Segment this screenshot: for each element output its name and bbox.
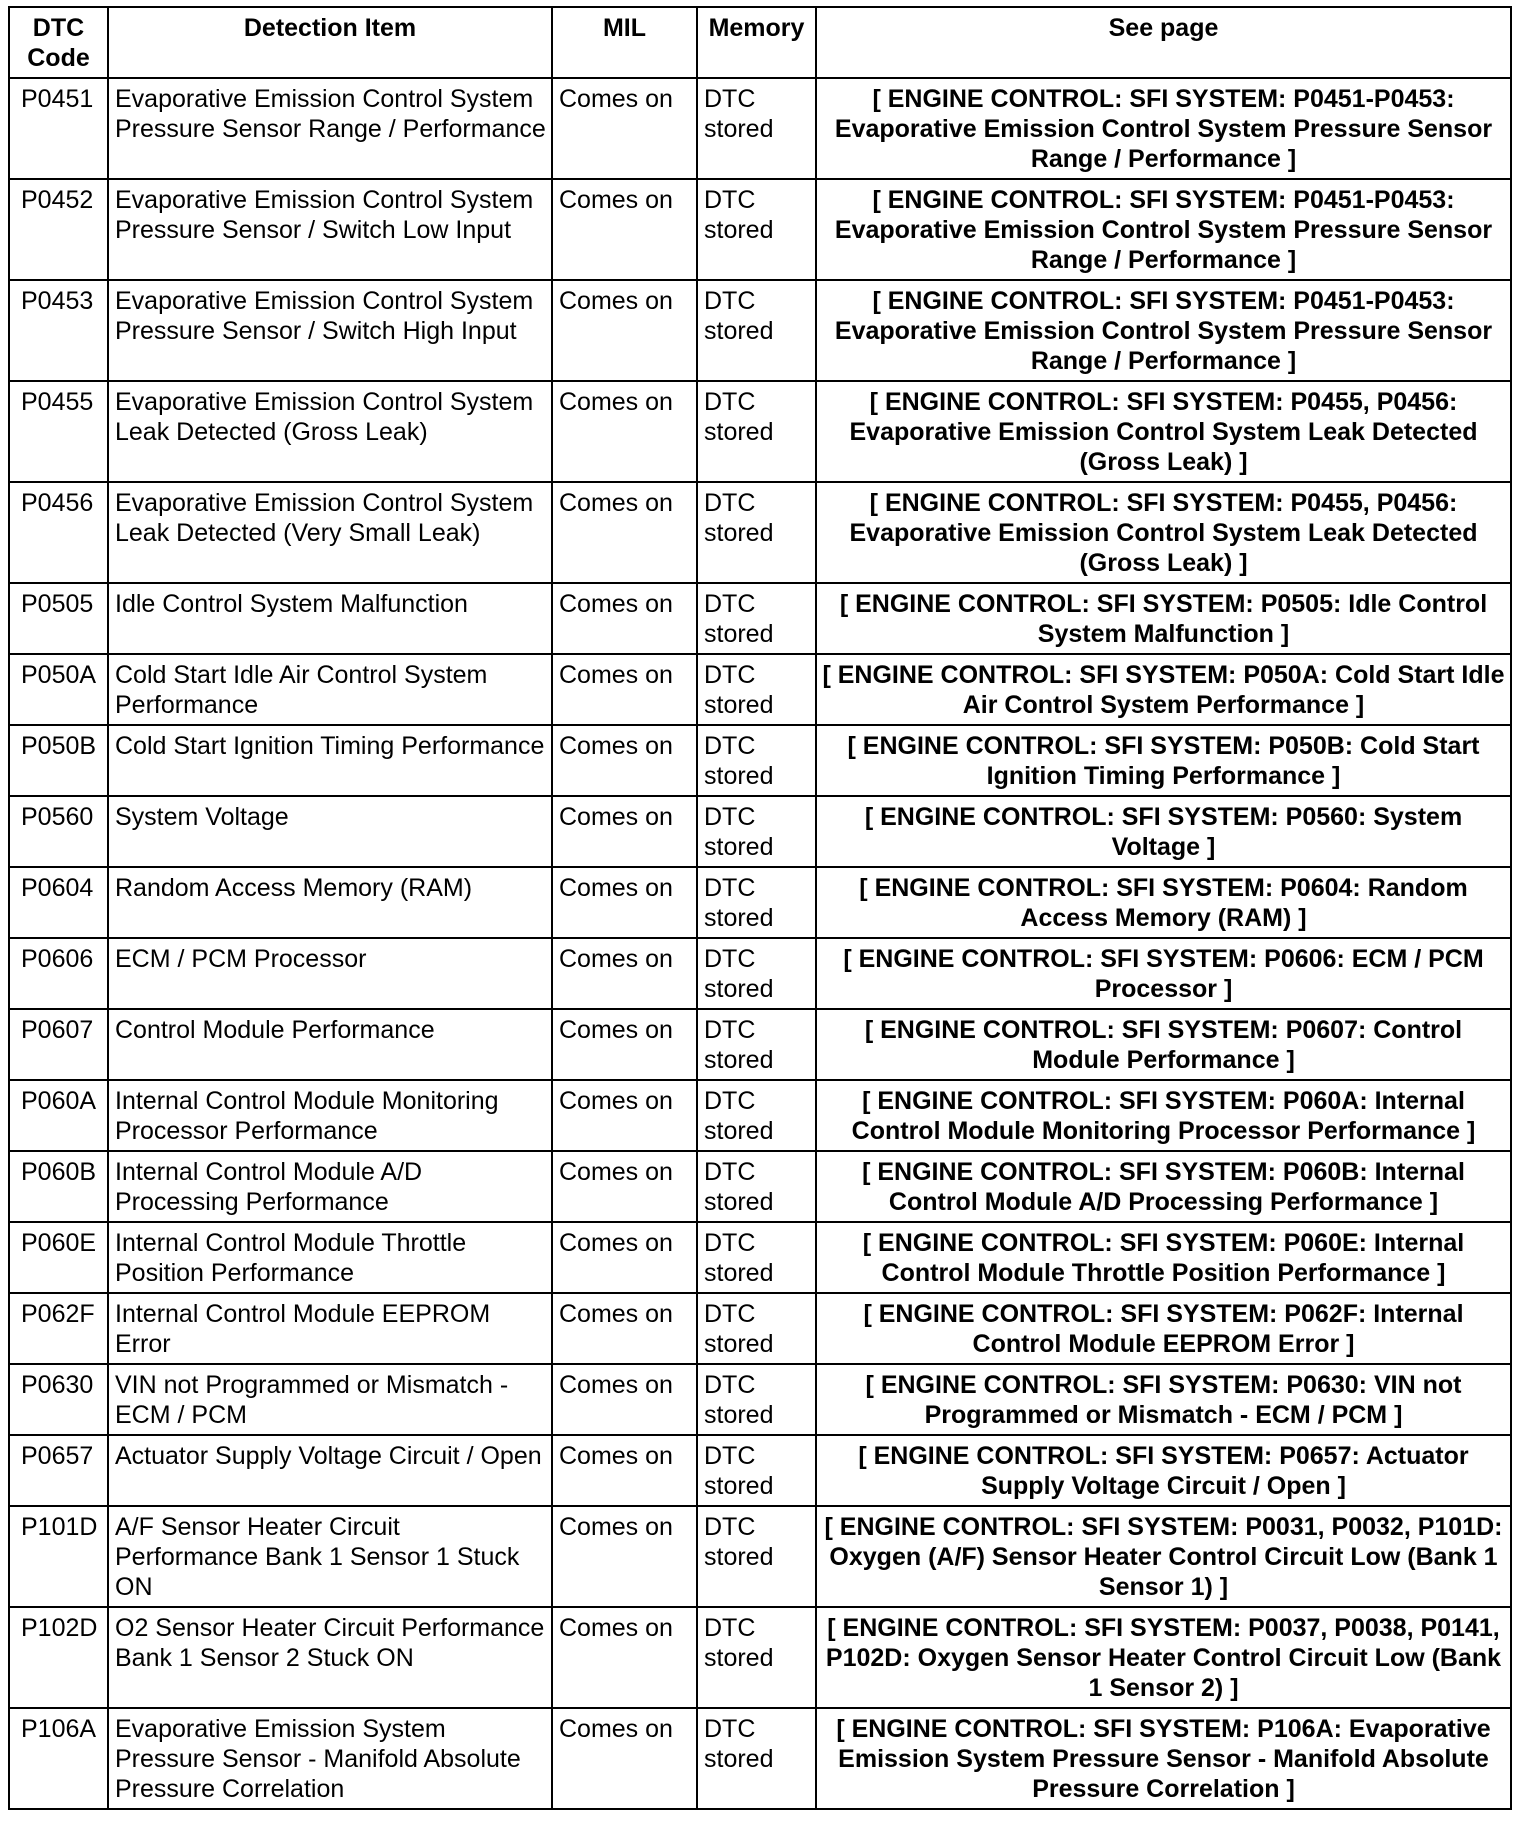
table-row: [9, 1293, 1511, 1364]
detection-item-cell: Actuator Supply Voltage Circuit / Open: [108, 1435, 552, 1506]
mil-cell: Comes on: [552, 179, 697, 280]
table-row: [9, 1607, 1511, 1708]
detection-item-cell: Evaporative Emission Control System Pressure Sensor / Switch High Input: [108, 280, 552, 381]
see-page-link[interactable]: [ ENGINE CONTROL: SFI SYSTEM: P106A: Evaporative Emission System Pressure Sensor - Manifold Absolute Pressure Correlation ]: [816, 1708, 1511, 1809]
table-row: [9, 654, 1511, 725]
mil-cell: Comes on: [552, 78, 697, 179]
see-page-link[interactable]: [ ENGINE CONTROL: SFI SYSTEM: P0604: Random Access Memory (RAM) ]: [816, 867, 1511, 938]
mil-cell: Comes on: [552, 583, 697, 654]
see-page-link[interactable]: [ ENGINE CONTROL: SFI SYSTEM: P060A: Internal Control Module Monitoring Processor Performance ]: [816, 1080, 1511, 1151]
dtc-code-cell: P0606: [9, 938, 108, 1009]
dtc-code-cell: P0630: [9, 1364, 108, 1435]
header-detection-item: Detection Item: [108, 7, 552, 78]
mil-cell: Comes on: [552, 1708, 697, 1809]
see-page-link[interactable]: [ ENGINE CONTROL: SFI SYSTEM: P0630: VIN not Programmed or Mismatch - ECM / PCM ]: [816, 1364, 1511, 1435]
memory-cell: DTC stored: [697, 1708, 816, 1809]
memory-cell: DTC stored: [697, 583, 816, 654]
detection-item-cell: O2 Sensor Heater Circuit Performance Bank 1 Sensor 2 Stuck ON: [108, 1607, 552, 1708]
mil-cell: Comes on: [552, 938, 697, 1009]
memory-cell: DTC stored: [697, 381, 816, 482]
mil-cell: Comes on: [552, 1293, 697, 1364]
detection-item-cell: Evaporative Emission System Pressure Sensor - Manifold Absolute Pressure Correlation: [108, 1708, 552, 1809]
memory-cell: DTC stored: [697, 1009, 816, 1080]
detection-item-cell: Internal Control Module EEPROM Error: [108, 1293, 552, 1364]
dtc-code-cell: P0456: [9, 482, 108, 583]
mil-cell: Comes on: [552, 654, 697, 725]
memory-cell: DTC stored: [697, 1506, 816, 1607]
memory-cell: DTC stored: [697, 1222, 816, 1293]
memory-cell: DTC stored: [697, 796, 816, 867]
mil-cell: Comes on: [552, 1151, 697, 1222]
see-page-link[interactable]: [ ENGINE CONTROL: SFI SYSTEM: P0451-P0453: Evaporative Emission Control System Pressure Sensor Range / Performance ]: [816, 78, 1511, 179]
detection-item-cell: Evaporative Emission Control System Leak Detected (Very Small Leak): [108, 482, 552, 583]
detection-item-cell: Random Access Memory (RAM): [108, 867, 552, 938]
table-row: [9, 725, 1511, 796]
header-memory: Memory: [697, 7, 816, 78]
table-row: [9, 1080, 1511, 1151]
mil-cell: Comes on: [552, 1080, 697, 1151]
see-page-link[interactable]: [ ENGINE CONTROL: SFI SYSTEM: P0560: System Voltage ]: [816, 796, 1511, 867]
mil-cell: Comes on: [552, 1364, 697, 1435]
memory-cell: DTC stored: [697, 654, 816, 725]
header-mil: MIL: [552, 7, 697, 78]
detection-item-cell: Cold Start Ignition Timing Performance: [108, 725, 552, 796]
see-page-link[interactable]: [ ENGINE CONTROL: SFI SYSTEM: P060E: Internal Control Module Throttle Position Performance ]: [816, 1222, 1511, 1293]
detection-item-cell: Evaporative Emission Control System Leak Detected (Gross Leak): [108, 381, 552, 482]
dtc-code-cell: P050B: [9, 725, 108, 796]
dtc-code-cell: P0657: [9, 1435, 108, 1506]
see-page-link[interactable]: [ ENGINE CONTROL: SFI SYSTEM: P0657: Actuator Supply Voltage Circuit / Open ]: [816, 1435, 1511, 1506]
detection-item-cell: Idle Control System Malfunction: [108, 583, 552, 654]
detection-item-cell: System Voltage: [108, 796, 552, 867]
table-row: [9, 78, 1511, 179]
detection-item-cell: Cold Start Idle Air Control System Performance: [108, 654, 552, 725]
see-page-link[interactable]: [ ENGINE CONTROL: SFI SYSTEM: P0031, P0032, P101D: Oxygen (A/F) Sensor Heater Control Circuit Low (Bank 1 Sensor 1) ]: [816, 1506, 1511, 1607]
mil-cell: Comes on: [552, 1506, 697, 1607]
detection-item-cell: VIN not Programmed or Mismatch - ECM / PCM: [108, 1364, 552, 1435]
memory-cell: DTC stored: [697, 482, 816, 583]
table-row: [9, 1708, 1511, 1809]
table-row: [9, 1151, 1511, 1222]
table-row: [9, 1222, 1511, 1293]
dtc-code-cell: P106A: [9, 1708, 108, 1809]
memory-cell: DTC stored: [697, 1080, 816, 1151]
table-row: [9, 482, 1511, 583]
mil-cell: Comes on: [552, 1009, 697, 1080]
memory-cell: DTC stored: [697, 867, 816, 938]
table-row: [9, 1009, 1511, 1080]
mil-cell: Comes on: [552, 725, 697, 796]
see-page-link[interactable]: [ ENGINE CONTROL: SFI SYSTEM: P0455, P0456: Evaporative Emission Control System Leak Detected (Gross Leak) ]: [816, 482, 1511, 583]
memory-cell: DTC stored: [697, 1607, 816, 1708]
see-page-link[interactable]: [ ENGINE CONTROL: SFI SYSTEM: P050B: Cold Start Ignition Timing Performance ]: [816, 725, 1511, 796]
memory-cell: DTC stored: [697, 78, 816, 179]
detection-item-cell: Evaporative Emission Control System Pressure Sensor / Switch Low Input: [108, 179, 552, 280]
detection-item-cell: A/F Sensor Heater Circuit Performance Bank 1 Sensor 1 Stuck ON: [108, 1506, 552, 1607]
mil-cell: Comes on: [552, 381, 697, 482]
memory-cell: DTC stored: [697, 179, 816, 280]
see-page-link[interactable]: [ ENGINE CONTROL: SFI SYSTEM: P0505: Idle Control System Malfunction ]: [816, 583, 1511, 654]
mil-cell: Comes on: [552, 280, 697, 381]
table-row: [9, 280, 1511, 381]
dtc-code-cell: P0560: [9, 796, 108, 867]
dtc-code-cell: P060B: [9, 1151, 108, 1222]
table-row: [9, 938, 1511, 1009]
see-page-link[interactable]: [ ENGINE CONTROL: SFI SYSTEM: P060B: Internal Control Module A/D Processing Performance ]: [816, 1151, 1511, 1222]
table-row: [9, 1506, 1511, 1607]
header-row: [9, 7, 1511, 78]
table-row: [9, 867, 1511, 938]
memory-cell: DTC stored: [697, 280, 816, 381]
table-row: [9, 1364, 1511, 1435]
table-row: [9, 583, 1511, 654]
dtc-code-cell: P0505: [9, 583, 108, 654]
see-page-link[interactable]: [ ENGINE CONTROL: SFI SYSTEM: P0037, P0038, P0141, P102D: Oxygen Sensor Heater Control Circuit Low (Bank 1 Sensor 2) ]: [816, 1607, 1511, 1708]
dtc-code-cell: P0451: [9, 78, 108, 179]
dtc-table-body: [9, 78, 1511, 1809]
detection-item-cell: ECM / PCM Processor: [108, 938, 552, 1009]
header-see-page: See page: [816, 7, 1511, 78]
memory-cell: DTC stored: [697, 938, 816, 1009]
header-dtc-code: DTC Code: [9, 7, 108, 78]
table-row: [9, 796, 1511, 867]
memory-cell: DTC stored: [697, 1293, 816, 1364]
dtc-code-cell: P0453: [9, 280, 108, 381]
memory-cell: DTC stored: [697, 1151, 816, 1222]
see-page-link[interactable]: [ ENGINE CONTROL: SFI SYSTEM: P0606: ECM / PCM Processor ]: [816, 938, 1511, 1009]
see-page-link[interactable]: [ ENGINE CONTROL: SFI SYSTEM: P0451-P0453: Evaporative Emission Control System Pressure Sensor Range / Performance ]: [816, 179, 1511, 280]
memory-cell: DTC stored: [697, 725, 816, 796]
dtc-code-cell: P0452: [9, 179, 108, 280]
mil-cell: Comes on: [552, 482, 697, 583]
mil-cell: Comes on: [552, 1435, 697, 1506]
dtc-table: [8, 6, 1512, 1810]
dtc-code-cell: P0604: [9, 867, 108, 938]
mil-cell: Comes on: [552, 796, 697, 867]
table-row: [9, 179, 1511, 280]
see-page-link[interactable]: [ ENGINE CONTROL: SFI SYSTEM: P062F: Internal Control Module EEPROM Error ]: [816, 1293, 1511, 1364]
memory-cell: DTC stored: [697, 1435, 816, 1506]
dtc-code-cell: P101D: [9, 1506, 108, 1607]
dtc-code-cell: P062F: [9, 1293, 108, 1364]
dtc-code-cell: P060E: [9, 1222, 108, 1293]
see-page-link[interactable]: [ ENGINE CONTROL: SFI SYSTEM: P0451-P0453: Evaporative Emission Control System Pressure Sensor Range / Performance ]: [816, 280, 1511, 381]
table-row: [9, 1435, 1511, 1506]
memory-cell: DTC stored: [697, 1364, 816, 1435]
dtc-code-cell: P060A: [9, 1080, 108, 1151]
dtc-code-cell: P0455: [9, 381, 108, 482]
see-page-link[interactable]: [ ENGINE CONTROL: SFI SYSTEM: P0455, P0456: Evaporative Emission Control System Leak Detected (Gross Leak) ]: [816, 381, 1511, 482]
detection-item-cell: Internal Control Module Throttle Position Performance: [108, 1222, 552, 1293]
see-page-link[interactable]: [ ENGINE CONTROL: SFI SYSTEM: P050A: Cold Start Idle Air Control System Performance ]: [816, 654, 1511, 725]
detection-item-cell: Internal Control Module Monitoring Processor Performance: [108, 1080, 552, 1151]
mil-cell: Comes on: [552, 1607, 697, 1708]
detection-item-cell: Internal Control Module A/D Processing Performance: [108, 1151, 552, 1222]
mil-cell: Comes on: [552, 1222, 697, 1293]
detection-item-cell: Evaporative Emission Control System Pressure Sensor Range / Performance: [108, 78, 552, 179]
dtc-code-cell: P0607: [9, 1009, 108, 1080]
see-page-link[interactable]: [ ENGINE CONTROL: SFI SYSTEM: P0607: Control Module Performance ]: [816, 1009, 1511, 1080]
dtc-code-cell: P102D: [9, 1607, 108, 1708]
table-row: [9, 381, 1511, 482]
detection-item-cell: Control Module Performance: [108, 1009, 552, 1080]
dtc-code-cell: P050A: [9, 654, 108, 725]
mil-cell: Comes on: [552, 867, 697, 938]
